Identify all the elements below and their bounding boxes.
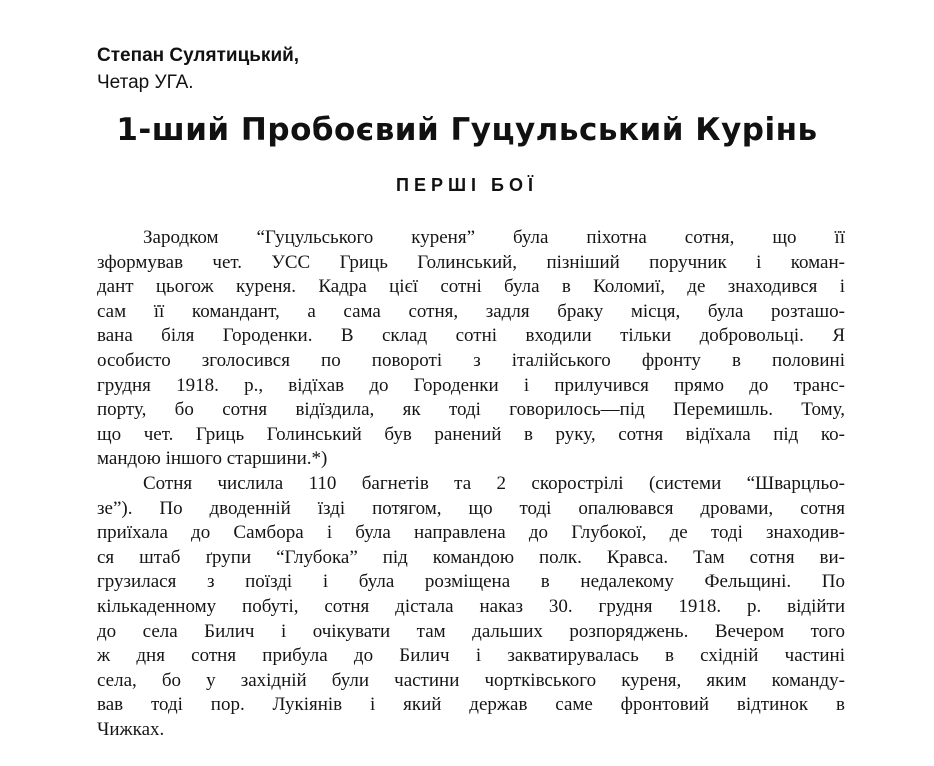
text-line: ж дня сотня прибула до Билич і закватирувалась в східній частині — [97, 645, 845, 667]
text-line: Чижках. — [97, 718, 165, 740]
article-subtitle: ПЕРШІ БОЇ — [396, 175, 538, 195]
text-line: ся штаб ґрупи “Глубока” під командою полк. Кравса. Там сотня ви- — [97, 546, 845, 568]
text-line: зформував чет. УСС Гриць Голинський, пізніший поручник і коман- — [97, 251, 845, 273]
text-line: дант цьогож куреня. Кадра цієї сотні була в Коломиї, де знаходився і — [97, 276, 845, 298]
author-rank: Четар УГА. — [97, 72, 194, 93]
text-line: вана біля Городенки. В склад сотні входили тільки добровольці. Я — [97, 325, 845, 347]
text-line: грудня 1918. р., відїхав до Городенки і прилучився прямо до транс- — [97, 374, 845, 396]
author-name: Степан Сулятицький, — [97, 45, 300, 66]
text-line: що чет. Гриць Голинський був ранений в руку, сотня відїхала під ко- — [97, 423, 845, 445]
text-line: особисто зголосився по повороті з італійського фронту в половині — [97, 349, 845, 371]
text-line: мандою іншого старшини.*) — [97, 448, 328, 470]
article-title: 1-ший Пробоєвий Гуцульський Курінь — [116, 112, 818, 148]
paragraph-1 — [97, 226, 845, 472]
text-line: приїхала до Самбора і була направлена до Глубокої, де тоді знаходив- — [97, 522, 845, 544]
paragraph-2 — [97, 472, 845, 743]
text-line: кількаденному побуті, сотня дістала наказ 30. грудня 1918. р. відійти — [97, 595, 845, 617]
text-line: порту, бо сотня відїздила, як тоді говорилось—під Перемишль. Тому, — [97, 399, 845, 421]
article-body — [97, 226, 845, 742]
text-line: грузилася з поїзді і була розміщена в недалекому Фельщині. По — [97, 571, 845, 593]
text-line: до села Билич і очікувати там дальших розпоряджень. Вечером того — [97, 620, 845, 642]
text-line: села, бо у західній були частини чортківського куреня, яким команду- — [97, 669, 845, 691]
text-line: сам її командант, а сама сотня, задля браку місця, була розташо- — [97, 300, 845, 322]
text-line: зе”). По дводенній їзді потягом, що тоді опалювався дровами, сотня — [97, 497, 845, 519]
text-line: Зародком “Гуцульського куреня” була піхотна сотня, що її — [143, 227, 845, 248]
text-line: вав тоді пор. Лукіянів і який держав саме фронтовий відтинок в — [97, 694, 845, 716]
text-line: Сотня числила 110 багнетів та 2 скорострілі (системи “Шварцльо- — [143, 472, 845, 494]
